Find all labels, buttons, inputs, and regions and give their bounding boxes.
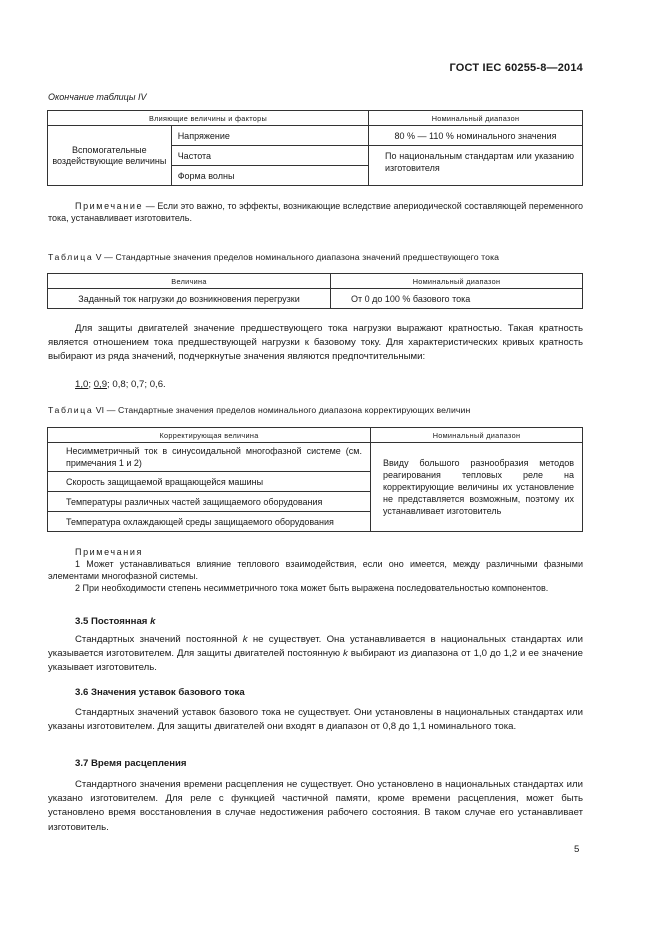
note-label: Примечание <box>75 201 144 211</box>
range-cell: Ввиду большого разнообразия методов реагирования тепловых реле на корректирующие величины их установление не представляется возможным, поэтому их устанавливает изготовитель <box>371 443 583 532</box>
table-4-note <box>48 200 583 224</box>
group-cell: Вспомогательные воздействующие величины <box>48 126 172 186</box>
table-6 <box>47 427 583 532</box>
notes-label: Примечания <box>75 547 143 557</box>
table-5-caption <box>48 252 499 262</box>
col-header-range: Номинальный диапазон <box>371 428 583 443</box>
section-3-7-title: 3.7 Время расцепления <box>75 758 187 769</box>
correcting-cell: Скорость защищаемой вращающейся машины <box>48 472 371 492</box>
preferred-series: 1,0; 0,9; 0,8; 0,7; 0,6. <box>75 379 166 390</box>
text-part: Стандартных значений постоянной <box>75 634 243 645</box>
note-1: 1 Может устанавливаться влияние теплового взаимодействия, если оно имеется, между различными фазными элементами многофазной системы. <box>48 559 583 581</box>
section-3-6-title: 3.6 Значения уставок базового тока <box>75 687 245 698</box>
caption-label: Таблица <box>48 252 94 262</box>
section-3-7-text: Стандартного значения времени расцепления не существует. Оно установлено в национальных стандартах или указано изготовителем. Для реле с функцией частичной памяти, кроме времени расцепления, может быть установлено время восстановления в случае недостижения рабочего состояния. В таком случае его устанавливает изготовитель. <box>48 779 583 833</box>
table-6-notes <box>48 546 583 594</box>
range-cell: По национальным стандартам или указанию изготовителя <box>369 146 583 186</box>
table-row <box>48 289 583 309</box>
table-4 <box>47 110 583 186</box>
table-row <box>48 126 583 146</box>
note-text: — Если это важно, то эффекты, возникающие вследствие апериодической составляющей переменного тока, устанавливает изготовитель. <box>48 201 583 223</box>
quantity-cell: Заданный ток нагрузки до возникновения перегрузки <box>48 289 331 309</box>
section-3-5-title <box>75 616 155 627</box>
section-3-5-text <box>48 633 583 676</box>
caption-text: V — Стандартные значения пределов номинального диапазона значений предшествующего тока <box>93 252 500 262</box>
symbol-k: k <box>242 634 248 645</box>
factor-cell: Напряжение <box>171 126 368 146</box>
preferred-value: 1,0 <box>75 379 89 390</box>
correcting-cell: Несимметричный ток в синусоидальной многофазной системе (см. примечания 1 и 2) <box>48 443 371 472</box>
col-header-quantity: Величина <box>48 274 331 289</box>
table-header-row <box>48 111 583 126</box>
table-header-row <box>48 428 583 443</box>
table-6-caption <box>48 405 470 415</box>
series-rest: ; 0,8; 0,7; 0,6. <box>107 379 166 390</box>
col-header-range: Номинальный диапазон <box>331 274 583 289</box>
section-title-text: 3.5 Постоянная <box>75 616 151 627</box>
page-number: 5 <box>574 844 580 855</box>
paragraph-multiplicity: Для защиты двигателей значение предшествующего тока нагрузки выражают кратностью. Такая кратность является отношением тока предшествующей нагрузки к базовому току. Для характеристических кривых кратность выбирают из ряда значений, подчеркнутые значения являются предпочтительными: <box>48 323 583 363</box>
table-5 <box>47 273 583 309</box>
factor-cell: Частота <box>171 146 368 166</box>
caption-text: VI — Стандартные значения пределов номинального диапазона корректирующих величин <box>93 405 471 415</box>
col-header-range: Номинальный диапазон <box>369 111 583 126</box>
range-cell: 80 % — 110 % номинального значения <box>369 126 583 146</box>
correcting-cell: Температура охлаждающей среды защищаемого оборудования <box>48 512 371 532</box>
factor-cell: Форма волны <box>171 166 368 186</box>
caption-label: Таблица <box>48 405 94 415</box>
section-title-symbol: k <box>150 616 156 627</box>
table-continuation-caption: Окончание таблицы IV <box>48 92 147 102</box>
correcting-cell: Температуры различных частей защищаемого оборудования <box>48 492 371 512</box>
col-header-influencing: Влияющие величины и факторы <box>48 111 369 126</box>
text-part: выбирают из диапазона от 1,0 до 1,2 и ее значение указывает изготовитель. <box>48 648 583 674</box>
standard-designation: ГОСТ IEC 60255-8—2014 <box>449 62 583 74</box>
text-part: не существует. Она устанавливается в национальных стандартах или указывается изготовителем. Для защиты двигателей постоянную <box>48 634 583 660</box>
symbol-k: k <box>343 648 348 660</box>
section-3-6-text: Стандартных значений уставок базового тока не существует. Они установлены в национальных стандартах или указаны изготовителем. Для защиты двигателей они входят в диапазон от 0,8 до 1,1 номинального тока. <box>48 707 583 733</box>
preferred-value: 0,9 <box>93 379 108 390</box>
table-header-row <box>48 274 583 289</box>
table-row <box>48 443 583 472</box>
col-header-correcting: Корректирующая величина <box>48 428 371 443</box>
range-cell: От 0 до 100 % базового тока <box>331 289 583 309</box>
note-2: 2 При необходимости степень несимметричного тока может быть выражена последовательностью компонентов. <box>75 583 549 593</box>
